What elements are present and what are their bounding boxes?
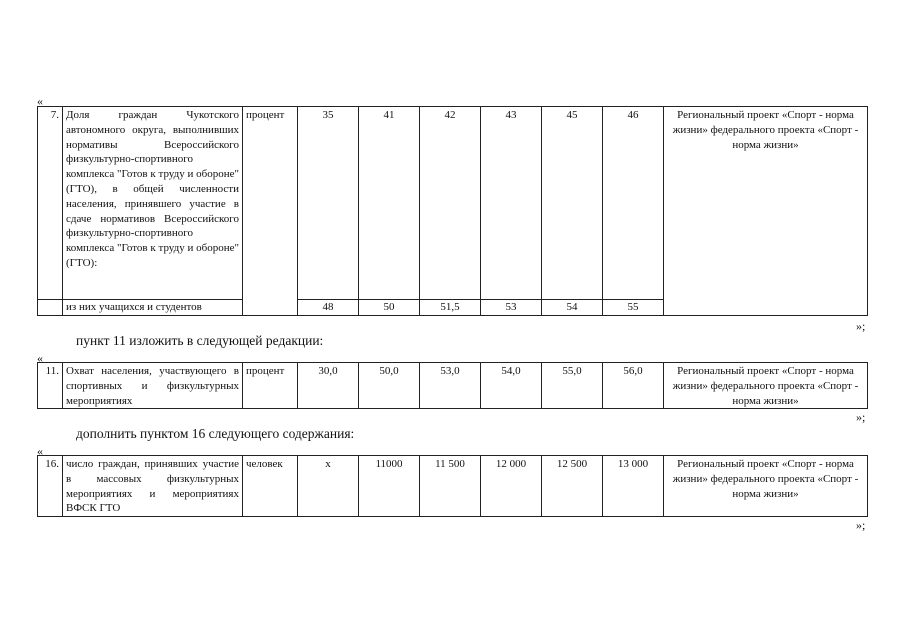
value-cell: 13 000 bbox=[603, 456, 664, 517]
value-cell: 53 bbox=[481, 300, 542, 316]
indicator-name: Охват населения, участвующего в спортивных и физкультурных мероприятиях bbox=[63, 363, 243, 409]
indicator-name: Доля граждан Чукотского автономного округа, выполнивших нормативы Всероссийского физкультурно-спортивного комплекса "Готов к труду и обороне" (ГТО), в общей численности населения, принявшего участие в сдаче нормативов Всероссийского физкультурно-спортивного комплекса "Готов к труду и обороне" (ГТО): bbox=[63, 107, 243, 300]
row-number: 7. bbox=[38, 107, 63, 300]
value-cell: 53,0 bbox=[420, 363, 481, 409]
paragraph-item-11-instruction: пункт 11 изложить в следующей редакции: bbox=[76, 333, 324, 348]
value-cell: 12 000 bbox=[481, 456, 542, 517]
table-item-11 bbox=[37, 362, 868, 409]
value-cell: 54 bbox=[542, 300, 603, 316]
value-cell: 42 bbox=[420, 107, 481, 300]
subrow-name: из них учащихся и студентов bbox=[63, 300, 243, 316]
closing-quote-11: »; bbox=[856, 410, 866, 424]
table-item-16 bbox=[37, 455, 868, 517]
value-cell: 11000 bbox=[359, 456, 420, 517]
indicator-name: число граждан, принявших участие в массовых физкультурных мероприятиях и мероприятиях ВФСК ГТО bbox=[63, 456, 243, 517]
source-cell: Региональный проект «Спорт - норма жизни» федерального проекта «Спорт - норма жизни» bbox=[664, 107, 868, 316]
value-cell: 51,5 bbox=[420, 300, 481, 316]
row-number: 11. bbox=[38, 363, 63, 409]
unit-cell: человек bbox=[243, 456, 298, 517]
unit-cell: процент bbox=[243, 107, 298, 316]
value-cell: х bbox=[298, 456, 359, 517]
value-cell: 46 bbox=[603, 107, 664, 300]
value-cell: 56,0 bbox=[603, 363, 664, 409]
source-cell: Региональный проект «Спорт - норма жизни» федерального проекта «Спорт - норма жизни» bbox=[664, 363, 868, 409]
value-cell: 54,0 bbox=[481, 363, 542, 409]
value-cell: 43 bbox=[481, 107, 542, 300]
value-cell: 41 bbox=[359, 107, 420, 300]
value-cell: 48 bbox=[298, 300, 359, 316]
opening-quote-16: « bbox=[37, 444, 43, 458]
value-cell: 11 500 bbox=[420, 456, 481, 517]
unit-cell: процент bbox=[243, 363, 298, 409]
row-number-empty bbox=[38, 300, 63, 316]
table-item-7 bbox=[37, 106, 868, 316]
table-row bbox=[38, 456, 868, 517]
source-cell: Региональный проект «Спорт - норма жизни» федерального проекта «Спорт - норма жизни» bbox=[664, 456, 868, 517]
closing-quote-7: »; bbox=[856, 319, 866, 333]
value-cell: 50,0 bbox=[359, 363, 420, 409]
value-cell: 12 500 bbox=[542, 456, 603, 517]
row-number: 16. bbox=[38, 456, 63, 517]
table-row bbox=[38, 107, 868, 300]
opening-quote-7: « bbox=[37, 94, 43, 108]
table-row bbox=[38, 363, 868, 409]
value-cell: 55 bbox=[603, 300, 664, 316]
value-cell: 45 bbox=[542, 107, 603, 300]
paragraph-item-16-instruction: дополнить пунктом 16 следующего содержания: bbox=[76, 426, 355, 441]
value-cell: 30,0 bbox=[298, 363, 359, 409]
value-cell: 55,0 bbox=[542, 363, 603, 409]
value-cell: 35 bbox=[298, 107, 359, 300]
opening-quote-11: « bbox=[37, 351, 43, 365]
value-cell: 50 bbox=[359, 300, 420, 316]
closing-quote-16: »; bbox=[856, 518, 866, 532]
